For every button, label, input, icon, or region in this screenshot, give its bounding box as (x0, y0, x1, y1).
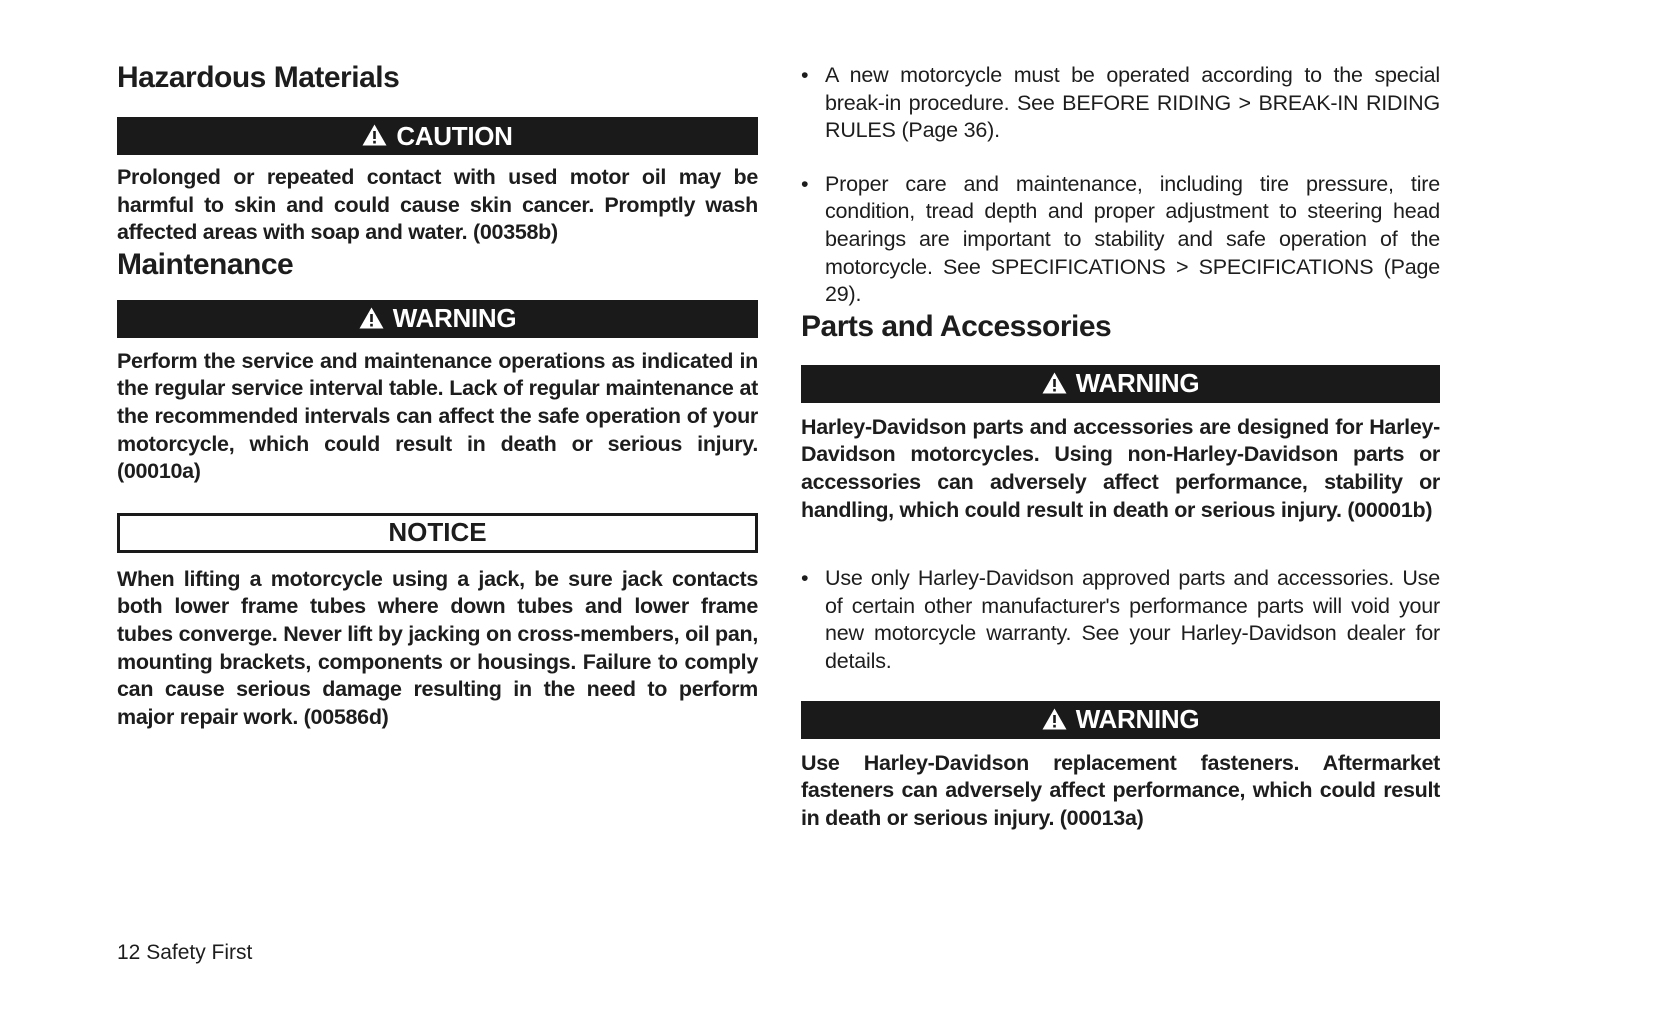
bullet-icon: • (801, 566, 809, 591)
list-item-text: Use only Harley-Davidson approved parts and accessories. Use of certain other manufacturer's performance parts will void your new motorcycle warranty. See your Harley-Davidson dealer for details. (825, 566, 1440, 673)
warning-banner-fasteners (801, 701, 1440, 739)
list-item-break-in (801, 62, 1440, 145)
warning-banner-label: WARNING (392, 303, 517, 334)
caution-banner-label: CAUTION (396, 120, 513, 151)
left-column (117, 60, 758, 731)
safety-alert-icon (362, 124, 387, 146)
safety-alert-icon (359, 307, 384, 329)
safety-alert-icon (1042, 708, 1067, 730)
caution-paragraph: Prolonged or repeated contact with used motor oil may be harmful to skin and could cause skin cancer. Promptly wash affected areas with soap and water. (00358b) (117, 165, 758, 245)
fasteners-warning-paragraph: Use Harley-Davidson replacement fasteners. Aftermarket fasteners can adversely affect performance, which could result in death or serious injury. (00013a) (801, 750, 1440, 830)
warning-banner-maintenance (117, 300, 758, 338)
safety-alert-icon (1042, 372, 1067, 394)
right-column (801, 62, 1440, 832)
warning-banner-parts (801, 365, 1440, 403)
warning-banner-label: WARNING (1075, 368, 1200, 399)
warning-banner-label: WARNING (1075, 704, 1200, 734)
bullet-icon: • (801, 63, 809, 87)
parts-accessories-heading: Parts and Accessories (801, 309, 1112, 343)
list-item-care-maintenance (801, 171, 1440, 309)
notice-banner (117, 513, 758, 553)
list-item-text: A new motorcycle must be operated according to the special break-in procedure. See BEFORE RIDING > BREAK-IN RIDING RULES (Page 36). (825, 63, 1440, 143)
notice-banner-label: NOTICE (388, 517, 487, 548)
caution-banner (117, 117, 758, 155)
list-item-approved-parts (801, 565, 1440, 675)
bullet-icon: • (801, 171, 809, 196)
parts-warning-paragraph: Harley-Davidson parts and accessories are designed for Harley-Davidson motorcycles. Using non-Harley-Davidson parts or accessories can adversely affect performance, stability or handling, which could result in death or serious injury. (00001b) (801, 414, 1440, 522)
maintenance-heading: Maintenance (117, 247, 294, 281)
list-item-text: Proper care and maintenance, including tire pressure, tire condition, tread depth and proper adjustment to steering head bearings are important to stability and safe operation of the motorcycle. See SPECIFICATIONS > SPECIFICATIONS (Page 29). (825, 171, 1440, 307)
maintenance-warning-paragraph: Perform the service and maintenance operations as indicated in the regular service interval table. Lack of regular maintenance at the recommended intervals can affect the safe operation of your motorcycle, which could result in death or serious injury. (00010a) (117, 348, 758, 484)
page-footer: 12 Safety First (117, 941, 253, 964)
notice-paragraph: When lifting a motorcycle using a jack, be sure jack contacts both lower frame tubes where down tubes and lower frame tubes converge. Never lift by jacking on cross-members, oil pan, mounting brackets, components or housings. Failure to comply can cause serious damage resulting in the need to perform major repair work. (00586d) (117, 566, 758, 729)
hazardous-materials-heading: Hazardous Materials (117, 61, 400, 94)
